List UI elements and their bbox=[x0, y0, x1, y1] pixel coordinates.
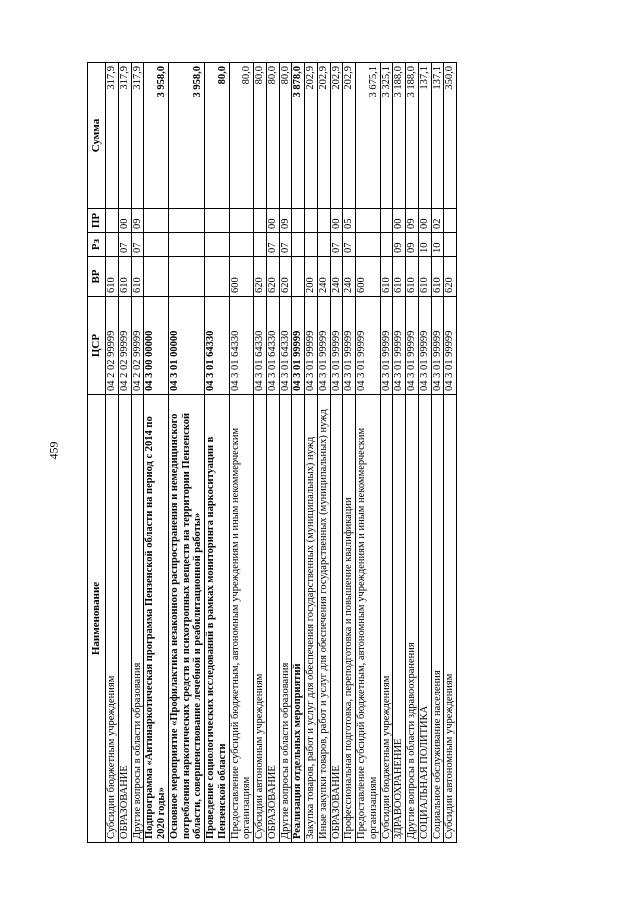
cell-pr bbox=[317, 209, 330, 233]
cell-rz bbox=[106, 233, 119, 257]
cell-pr bbox=[380, 209, 393, 233]
cell-rz: 09 bbox=[406, 233, 419, 257]
cell-name: Предоставление субсидий бюджетным, автономным учреждениям и иным некоммерческим организациям bbox=[229, 395, 254, 843]
table-row bbox=[168, 63, 204, 843]
cell-vr: 240 bbox=[343, 257, 356, 297]
cell-name: Закупка товаров, работ и услуг для обеспечения государственных (муниципальных) нужд bbox=[305, 395, 318, 843]
table-row bbox=[317, 63, 330, 843]
cell-name: Субсидии автономным учреждениям bbox=[254, 395, 267, 843]
cell-vr: 240 bbox=[317, 257, 330, 297]
cell-rz bbox=[356, 233, 381, 257]
header-name: Наименование bbox=[88, 395, 106, 843]
cell-rz bbox=[305, 233, 318, 257]
cell-name: ОБРАЗОВАНИЕ bbox=[266, 395, 279, 843]
cell-sum: 3 878,0 bbox=[292, 63, 305, 209]
cell-vr: 600 bbox=[229, 257, 254, 297]
cell-csr: 04 3 01 99999 bbox=[356, 297, 381, 395]
cell-rz bbox=[229, 233, 254, 257]
cell-pr bbox=[205, 209, 230, 233]
cell-csr: 04 3 01 99999 bbox=[343, 297, 356, 395]
table-row bbox=[431, 63, 444, 843]
cell-vr: 610 bbox=[418, 257, 431, 297]
table-row bbox=[106, 63, 119, 843]
cell-csr: 04 3 01 99999 bbox=[330, 297, 343, 395]
cell-rz: 10 bbox=[418, 233, 431, 257]
cell-name: ОБРАЗОВАНИЕ bbox=[330, 395, 343, 843]
cell-sum: 3 958,0 bbox=[168, 63, 204, 209]
cell-pr: 00 bbox=[418, 209, 431, 233]
cell-rz bbox=[292, 233, 305, 257]
cell-name: Другие вопросы в области образования bbox=[279, 395, 292, 843]
cell-csr: 04 3 01 64330 bbox=[266, 297, 279, 395]
cell-sum: 137,1 bbox=[431, 63, 444, 209]
cell-csr: 04 3 01 64330 bbox=[205, 297, 230, 395]
cell-pr: 00 bbox=[393, 209, 406, 233]
table-row bbox=[343, 63, 356, 843]
cell-rz: 07 bbox=[279, 233, 292, 257]
cell-csr: 04 3 01 00000 bbox=[168, 297, 204, 395]
cell-rz: 07 bbox=[330, 233, 343, 257]
table-row bbox=[144, 63, 169, 843]
cell-rz: 10 bbox=[431, 233, 444, 257]
cell-rz bbox=[144, 233, 169, 257]
cell-vr: 610 bbox=[380, 257, 393, 297]
header-rz: Рз bbox=[88, 233, 106, 257]
cell-pr: 09 bbox=[131, 209, 144, 233]
cell-csr: 04 2 02 99999 bbox=[106, 297, 119, 395]
cell-rz: 07 bbox=[266, 233, 279, 257]
cell-rz bbox=[205, 233, 230, 257]
cell-csr: 04 3 01 99999 bbox=[418, 297, 431, 395]
cell-pr: 00 bbox=[330, 209, 343, 233]
cell-sum: 350,0 bbox=[444, 63, 457, 209]
cell-csr: 04 3 01 99999 bbox=[393, 297, 406, 395]
table-row bbox=[118, 63, 131, 843]
cell-sum: 3 188,0 bbox=[406, 63, 419, 209]
cell-sum: 80,0 bbox=[229, 63, 254, 209]
cell-vr: 620 bbox=[266, 257, 279, 297]
cell-rz bbox=[317, 233, 330, 257]
cell-csr: 04 2 02 99999 bbox=[118, 297, 131, 395]
header-csr: ЦСР bbox=[88, 297, 106, 395]
cell-rz: 07 bbox=[131, 233, 144, 257]
cell-pr bbox=[106, 209, 119, 233]
cell-name: Субсидии бюджетным учреждениям bbox=[380, 395, 393, 843]
cell-name: СОЦИАЛЬНАЯ ПОЛИТИКА bbox=[418, 395, 431, 843]
cell-sum: 80,0 bbox=[266, 63, 279, 209]
cell-vr bbox=[292, 257, 305, 297]
cell-vr: 610 bbox=[118, 257, 131, 297]
cell-csr: 04 3 01 99999 bbox=[292, 297, 305, 395]
cell-sum: 202,9 bbox=[317, 63, 330, 209]
cell-pr: 00 bbox=[266, 209, 279, 233]
cell-csr: 04 3 01 99999 bbox=[444, 297, 457, 395]
cell-name: Проведение социологических исследований в рамках мониторинга наркоситуации в Пензенской области bbox=[205, 395, 230, 843]
cell-pr: 02 bbox=[431, 209, 444, 233]
table-row bbox=[406, 63, 419, 843]
cell-pr bbox=[292, 209, 305, 233]
cell-vr: 610 bbox=[131, 257, 144, 297]
budget-table bbox=[87, 62, 457, 843]
cell-pr: 00 bbox=[118, 209, 131, 233]
cell-name: Социальное обслуживание населения bbox=[431, 395, 444, 843]
cell-rz: 07 bbox=[343, 233, 356, 257]
cell-pr: 09 bbox=[406, 209, 419, 233]
cell-name: Субсидии бюджетным учреждениям bbox=[106, 395, 119, 843]
table-row bbox=[254, 63, 267, 843]
cell-name: Подпрограмма «Антинаркотическая программа Пензенской области на период с 2014 по 2020 годы» bbox=[144, 395, 169, 843]
cell-vr: 620 bbox=[279, 257, 292, 297]
cell-rz: 07 bbox=[118, 233, 131, 257]
cell-rz bbox=[254, 233, 267, 257]
cell-vr: 620 bbox=[254, 257, 267, 297]
cell-sum: 80,0 bbox=[205, 63, 230, 209]
cell-sum: 3 958,0 bbox=[144, 63, 169, 209]
page-number: 459 bbox=[46, 441, 61, 460]
cell-pr bbox=[305, 209, 318, 233]
cell-vr: 240 bbox=[330, 257, 343, 297]
table-row bbox=[380, 63, 393, 843]
cell-csr: 04 3 01 64330 bbox=[279, 297, 292, 395]
cell-sum: 3 325,1 bbox=[380, 63, 393, 209]
cell-sum: 317,9 bbox=[131, 63, 144, 209]
cell-vr: 200 bbox=[305, 257, 318, 297]
cell-csr: 04 2 02 99999 bbox=[131, 297, 144, 395]
cell-vr: 610 bbox=[106, 257, 119, 297]
cell-rz bbox=[168, 233, 204, 257]
header-sum: Сумма bbox=[88, 63, 106, 209]
cell-pr bbox=[254, 209, 267, 233]
cell-vr: 610 bbox=[406, 257, 419, 297]
cell-name: Иные закупки товаров, работ и услуг для обеспечения государственных (муниципальных) нужд bbox=[317, 395, 330, 843]
table-row bbox=[356, 63, 381, 843]
table-row bbox=[229, 63, 254, 843]
cell-csr: 04 3 01 64330 bbox=[229, 297, 254, 395]
table-header-row bbox=[88, 63, 106, 843]
cell-csr: 04 3 01 99999 bbox=[317, 297, 330, 395]
cell-pr bbox=[168, 209, 204, 233]
table-row bbox=[330, 63, 343, 843]
cell-sum: 317,9 bbox=[118, 63, 131, 209]
cell-sum: 3 188,0 bbox=[393, 63, 406, 209]
table-row bbox=[205, 63, 230, 843]
cell-pr: 05 bbox=[343, 209, 356, 233]
cell-csr: 04 3 00 00000 bbox=[144, 297, 169, 395]
cell-rz bbox=[444, 233, 457, 257]
cell-pr bbox=[444, 209, 457, 233]
cell-sum: 202,9 bbox=[343, 63, 356, 209]
table-row bbox=[292, 63, 305, 843]
cell-vr bbox=[205, 257, 230, 297]
cell-vr: 600 bbox=[356, 257, 381, 297]
cell-vr: 610 bbox=[431, 257, 444, 297]
table-row bbox=[131, 63, 144, 843]
cell-name: Субсидии автономным учреждениям bbox=[444, 395, 457, 843]
cell-name: ОБРАЗОВАНИЕ bbox=[118, 395, 131, 843]
table-row bbox=[418, 63, 431, 843]
cell-vr bbox=[144, 257, 169, 297]
cell-name: ЗДРАВООХРАНЕНИЕ bbox=[393, 395, 406, 843]
cell-pr bbox=[144, 209, 169, 233]
cell-name: Предоставление субсидий бюджетным, автономным учреждениям и иным некоммерческим организациям bbox=[356, 395, 381, 843]
table-row bbox=[444, 63, 457, 843]
cell-csr: 04 3 01 99999 bbox=[380, 297, 393, 395]
cell-sum: 80,0 bbox=[279, 63, 292, 209]
cell-csr: 04 3 01 99999 bbox=[431, 297, 444, 395]
cell-pr: 09 bbox=[279, 209, 292, 233]
cell-sum: 317,9 bbox=[106, 63, 119, 209]
header-vr: ВР bbox=[88, 257, 106, 297]
cell-name: Основное мероприятие «Профилактика незаконного распространения и немедицинского потребления наркотических средств и психотропных веществ на территории Пензенской области, совершенствование лечебной и реабилитационной работы» bbox=[168, 395, 204, 843]
cell-vr bbox=[168, 257, 204, 297]
table-body bbox=[106, 63, 457, 843]
cell-sum: 202,9 bbox=[330, 63, 343, 209]
cell-csr: 04 3 01 99999 bbox=[305, 297, 318, 395]
cell-vr: 620 bbox=[444, 257, 457, 297]
cell-rz bbox=[380, 233, 393, 257]
cell-name: Другие вопросы в области здравоохранения bbox=[406, 395, 419, 843]
cell-name: Другие вопросы в области образования bbox=[131, 395, 144, 843]
cell-sum: 202,9 bbox=[305, 63, 318, 209]
rotated-page bbox=[87, 63, 552, 843]
cell-vr: 610 bbox=[393, 257, 406, 297]
cell-sum: 3 675,1 bbox=[356, 63, 381, 209]
table-row bbox=[393, 63, 406, 843]
cell-sum: 80,0 bbox=[254, 63, 267, 209]
table-row bbox=[305, 63, 318, 843]
cell-sum: 137,1 bbox=[418, 63, 431, 209]
cell-name: Профессиональная подготовка, переподготовка и повышение квалификации bbox=[343, 395, 356, 843]
cell-csr: 04 3 01 64330 bbox=[254, 297, 267, 395]
header-pr: ПР bbox=[88, 209, 106, 233]
cell-csr: 04 3 01 99999 bbox=[406, 297, 419, 395]
table-row bbox=[266, 63, 279, 843]
cell-pr bbox=[229, 209, 254, 233]
cell-name: Реализация отдельных мероприятий bbox=[292, 395, 305, 843]
cell-pr bbox=[356, 209, 381, 233]
table-row bbox=[279, 63, 292, 843]
cell-rz: 09 bbox=[393, 233, 406, 257]
